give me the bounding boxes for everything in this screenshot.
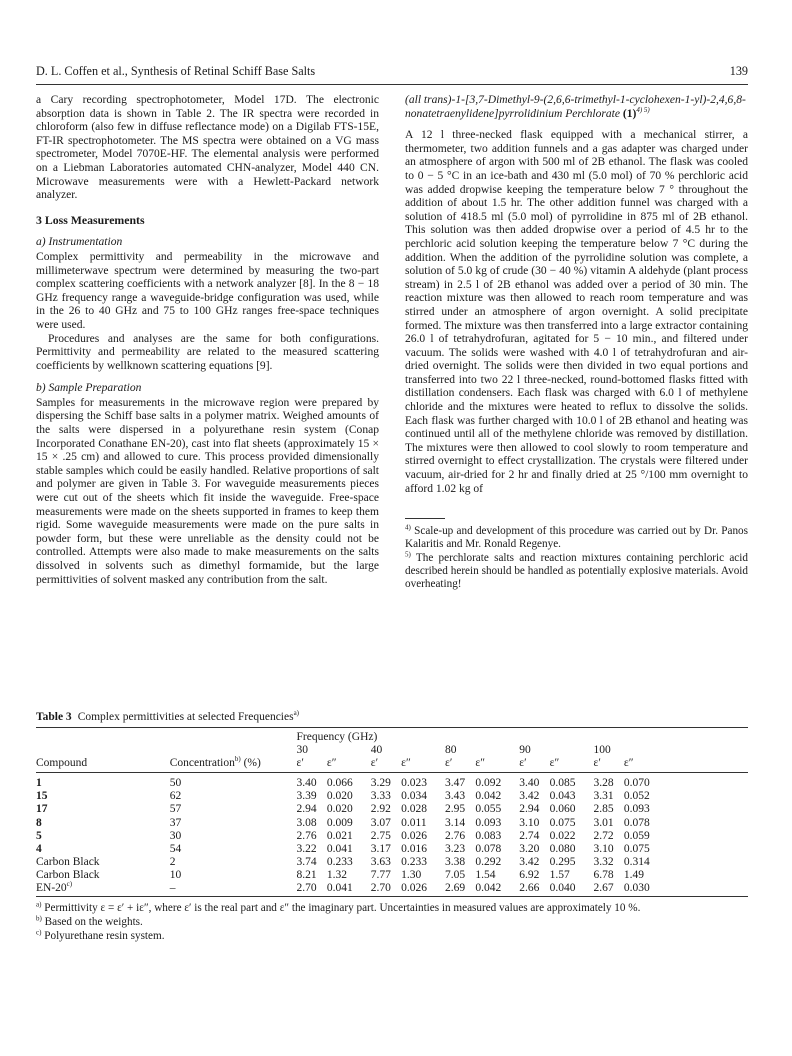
paragraph: a Cary recording spectrophotometer, Model 17D. The electronic absorption data is shown in Table 2. The IR spectra were recorded in chloroform (also few in diffuse reflectance mode) on a Digilab FTS-15E, FT-IR spectrophotometer. The MS spectra were obtained on a VG mass spectrometer, Model 7070E-HF. The elemental analysis were performed on a Liebman Laboratories automated CHN-analyzer, Model 440 CN. Microwave measurements were with a Hewlett-Packard network analyzer.	[36, 94, 379, 202]
cell-eps-imag: 1.54	[475, 868, 496, 881]
cell-eps-real: 6.92	[519, 868, 540, 881]
cell-eps-real: 2.69	[445, 882, 475, 897]
cell-eps-real: 3.32	[593, 855, 614, 868]
cell-eps-real: 2.76	[296, 829, 317, 842]
cell-eps-real: 3.33	[370, 790, 391, 803]
cell-eps-imag: 0.075	[549, 816, 576, 829]
cell-eps-real: 3.43	[445, 790, 466, 803]
cell-compound: 8	[36, 816, 42, 829]
frequency-value: 40	[370, 744, 383, 757]
permittivity-table	[36, 727, 748, 897]
cell-eps-real: 3.10	[519, 816, 540, 829]
subsection-heading: a) Instrumentation	[36, 236, 123, 249]
footnote-mark: 5)	[405, 549, 411, 558]
compound-number: (1)	[622, 107, 637, 120]
cell-eps-real: 3.42	[519, 855, 540, 868]
column-header-eps-real: ε′	[445, 757, 475, 773]
paragraph: Samples for measurements in the microwave region were prepared by dispersing the Schiff base salts in a polymer matrix. Weighed amounts of the salts were dispersed in a polyurethane resin system (Conap Incorporated Conathane EN-20), cast into flat sheets (approximately 15 × 15 × .25 cm) and allowed to cure. This process provided dimensionally stable samples which could be easily handled. Relative proportions of salt and polymer are given in Table 3. For waveguide measurements pieces were cut out of the sheets which fit inside the waveguide. Free-space measurements were made on the sheets supported in frames to keep them rigid. Some waveguide measurements were made on the pure salts in powder form, but these were unreliable as the density could not be controlled. Attempts were also made to make measurements on the salts dissolved in solvents such as dimethyl formamide, but the large permittivities of solvent masked any contribution from the salt.	[36, 396, 379, 586]
column-header-eps-real: ε′	[519, 757, 549, 773]
compound-title	[405, 94, 748, 121]
table-header-row	[36, 728, 748, 745]
cell-eps-real: 3.17	[370, 842, 391, 855]
cell-eps-imag: 0.020	[326, 790, 353, 803]
cell-eps-imag: 0.055	[475, 803, 502, 816]
cell-eps-imag: 0.093	[623, 803, 650, 816]
table-row	[36, 803, 748, 816]
table-row	[36, 882, 748, 897]
cell-eps-imag: 1.49	[623, 868, 644, 881]
footnote-5	[405, 549, 748, 592]
cell-compound: 15	[36, 790, 48, 803]
column-header-eps-real: ε′	[297, 757, 327, 773]
cell-eps-real: 2.85	[593, 803, 614, 816]
column-header-eps-real: ε′	[371, 757, 401, 773]
cell-eps-real: 8.21	[296, 868, 317, 881]
table-row	[36, 817, 748, 830]
footnote-text: Scale-up and development of this procedure was carried out by Dr. Panos Kalaritis and Mr. Ronald Regenye.	[405, 525, 749, 551]
cell-concentration: –	[170, 882, 297, 897]
paragraph: Procedures and analyses are the same for both configurations. Permittivity and permeability are related to the measured scattering coefficients by wellknown scattering equations [9].	[36, 332, 379, 372]
cell-eps-real: 7.77	[370, 868, 391, 881]
cell-eps-imag: 0.093	[475, 816, 502, 829]
cell-eps-real: 3.42	[519, 790, 540, 803]
cell-eps-imag: 0.314	[623, 855, 650, 868]
cell-eps-real: 2.66	[519, 882, 549, 897]
cell-eps-imag: 0.022	[549, 829, 576, 842]
cell-eps-real: 3.22	[296, 842, 317, 855]
table-row	[36, 790, 748, 803]
cell-eps-real: 3.08	[296, 816, 317, 829]
cell-eps-real: 3.38	[445, 855, 466, 868]
cell-eps-imag: 0.233	[326, 855, 353, 868]
cell-eps-real: 2.95	[445, 803, 466, 816]
cell-eps-imag: 0.083	[475, 829, 502, 842]
compound-refs: 4) 5)	[636, 105, 650, 114]
frequency-value: 30	[296, 744, 309, 757]
cell-eps-imag: 0.042	[475, 790, 502, 803]
cell-eps-real: 3.40	[519, 777, 540, 790]
cell-eps-imag: 0.066	[326, 777, 353, 790]
right-column	[405, 94, 748, 591]
cell-compound: Carbon Black	[36, 868, 100, 881]
cell-eps-real: 7.05	[445, 868, 466, 881]
cell-eps-real: 3.10	[593, 842, 614, 855]
cell-eps-imag: 1.57	[549, 868, 570, 881]
cell-eps-imag: 0.023	[401, 777, 427, 790]
column-header-eps-imag: ε″	[475, 757, 519, 773]
cell-eps-imag: 0.292	[475, 855, 502, 868]
cell-eps-imag: 0.028	[401, 803, 427, 816]
column-header-eps-imag: ε″	[401, 757, 445, 773]
cell-eps-imag: 0.059	[623, 829, 650, 842]
table-note: $^{c)}$ Polyurethane resin system.	[36, 927, 165, 942]
cell-eps-imag: 1.30	[401, 868, 422, 881]
cell-eps-real: 3.74	[296, 855, 317, 868]
paragraph: Complex permittivity and permeability in the microwave and millimeterwave spectrum were determined by measuring the two-part complex scattering coefficients with a network analyzer [8]. In the 8 − 18 GHz frequency range a waveguide-bridge configuration was used, while in the 26 to 40 GHz and 75 to 100 GHz ranges free-space techniques were used.	[36, 250, 379, 331]
cell-eps-real: 2.70	[297, 882, 327, 897]
cell-eps-imag: 0.052	[623, 790, 650, 803]
cell-concentration: 2	[169, 855, 176, 868]
cell-concentration: 37	[169, 816, 182, 829]
frequency-value: 80	[445, 744, 457, 757]
cell-eps-real: 2.72	[593, 829, 614, 842]
cell-concentration: 50	[169, 777, 182, 790]
cell-eps-imag: 0.011	[401, 816, 427, 829]
cell-eps-real: 2.94	[519, 803, 540, 816]
cell-eps-real: 3.31	[593, 790, 614, 803]
footnote-text: The perchlorate salts and reaction mixtures containing perchloric acid described herein should be handled as potentially explosive materials. Avoid overheating!	[405, 551, 748, 591]
column-header-eps-imag: ε″	[327, 757, 371, 773]
cell-eps-imag: 0.078	[623, 816, 650, 829]
cell-eps-imag: 0.041	[326, 842, 353, 855]
cell-concentration: 30	[169, 829, 182, 842]
cell-eps-real: 3.07	[370, 816, 391, 829]
cell-eps-real: 2.74	[519, 829, 540, 842]
table-note: $^{b)}$ Based on the weights.	[36, 914, 143, 928]
cell-compound: 1	[36, 777, 42, 790]
table-note: $^{a)}$ Permittivity ε = ε′ + iε″, where ε′ is the real part and ε″ the imaginary part. Uncertainties in measured values are approximately 10 %.	[36, 900, 641, 914]
subsection-heading: b) Sample Preparation	[36, 382, 142, 395]
cell-eps-imag: 1.32	[326, 868, 347, 881]
cell-eps-imag: 0.009	[326, 816, 353, 829]
cell-eps-imag: 0.021	[326, 829, 353, 842]
frequency-value: 90	[519, 744, 531, 757]
cell-concentration: 57	[169, 803, 182, 816]
cell-compound: 17	[36, 803, 48, 816]
cell-eps-real: 3.14	[445, 816, 466, 829]
cell-concentration: 62	[169, 790, 182, 803]
column-header-compound: Compound	[36, 757, 170, 773]
section-heading: 3 Loss Measurements	[36, 212, 145, 227]
table-header-row	[36, 757, 748, 773]
compound-title-text: (all trans)-1-[3,7-Dimethyl-9-(2,6,6-trimethyl-1-cyclohexen-1-yl)-2,4,6,8-nonatetraenylidene]pyrrolidinium Perchlorate	[405, 94, 746, 120]
page-number: 139	[729, 64, 748, 78]
cell-eps-real: 3.63	[370, 855, 391, 868]
cell-eps-real: 3.23	[445, 842, 466, 855]
cell-eps-imag: 0.020	[326, 803, 353, 816]
cell-eps-imag: 0.043	[549, 790, 576, 803]
table-row	[36, 773, 748, 791]
cell-eps-imag: 0.233	[401, 855, 427, 868]
cell-eps-real: 3.39	[296, 790, 317, 803]
table-header-row	[36, 744, 748, 757]
table-body	[36, 773, 748, 897]
cell-eps-imag: 0.016	[401, 842, 427, 855]
cell-eps-real: 2.92	[370, 803, 391, 816]
cell-concentration: 10	[169, 868, 182, 881]
cell-eps-imag: 0.078	[475, 842, 502, 855]
paragraph: A 12 l three-necked flask equipped with a mechanical stirrer, a thermometer, two addition funnels and a gas adapter was charged under an atmosphere of argon with 500 ml of 2B ethanol. The flask was cooled to 0 − 5 °C in an ice-bath and 430 ml (5.0 mol) of 70 % perchloric acid was added dropwise keeping the temperature below 7 ° throughout the addition of about 1.5 hr. The other addition funnel was charged with a solution of 418.5 ml (5.0 mol) of pyrrolidine in 875 ml of 2B ethanol. This solution was then added dropwise over a period of 4.5 hr to the perchloric acid solution keeping the temperature below 7 °C during the addition. When the addition of the pyrrolidine solution was complete, a solution of 5.0 kg of crude (30 − 40 %) vitamin A aldehyde (plant process stream) in 2.5 l of 2B ethanol was added over a period of 30 min. The reaction mixture was then allowed to reach room temperature and was stirred under an atmosphere of argon overnight. A solid precipitate formed. The mixture was then transferred into a large extractor containing 26.0 l of tetrahydrofuran, agitated for 5 − 10 min., and filtered under vacuum. The solids were washed with 4.0 l of tetrahydrofuran and air-dried overnight. The solids were then divided in two equal portions and transferred into two 22 l three-necked, round-bottomed flasks fitted with distillation condensers. Each flask was charged with 6.0 l of methylene chloride and the mixtures were heated to reflux to dissolve the solids. Each flask was further charged with 10.0 l of 2B ethanol and heating was continued until all of the methylene chloride was removed by distillation. The mixtures were then allowed to cool slowly to room temperature and stirred overnight to effect crystallization. The crystals were filtered under vacuum, air-dried for 2 hr and finally dried at 25 °/100 mm overnight to afford 1.02 kg of	[405, 129, 748, 495]
footnote-rule	[405, 518, 445, 519]
cell-eps-imag: 0.042	[475, 882, 519, 897]
cell-eps-real: 3.01	[593, 816, 614, 829]
column-header-eps-imag: ε″	[550, 757, 594, 773]
table-row	[36, 856, 748, 869]
left-column	[36, 94, 379, 587]
cell-eps-imag: 0.295	[549, 855, 576, 868]
frequency-value: 100	[593, 744, 611, 757]
table-notes	[36, 902, 748, 943]
cell-eps-real: 3.40	[296, 777, 317, 790]
cell-eps-imag: 0.030	[624, 882, 748, 897]
cell-eps-real: 6.78	[593, 868, 614, 881]
table-row	[36, 843, 748, 856]
footnote-mark: 4)	[405, 523, 411, 532]
running-title: D. L. Coffen et al., Synthesis of Retinal Schiff Base Salts	[36, 64, 316, 78]
cell-compound: 5	[36, 829, 42, 842]
cell-concentration: 54	[169, 842, 182, 855]
cell-eps-real: 2.94	[296, 803, 317, 816]
frequency-header: Frequency (GHz)	[296, 731, 378, 743]
cell-eps-real: 2.67	[594, 882, 624, 897]
table-caption	[36, 711, 299, 723]
cell-eps-imag: 0.034	[401, 790, 427, 803]
cell-eps-imag: 0.080	[549, 842, 576, 855]
footnote-4	[405, 525, 748, 551]
cell-eps-imag: 0.060	[549, 803, 576, 816]
column-header-concentration: Concentration$^{b)}$ (%)	[170, 757, 297, 773]
cell-eps-imag: 0.041	[327, 882, 371, 897]
column-header-eps-real: ε′	[594, 757, 624, 773]
table-label: Table 3	[36, 711, 72, 723]
cell-eps-imag: 0.026	[401, 829, 427, 842]
cell-eps-imag: 0.040	[550, 882, 594, 897]
cell-eps-real: 3.20	[519, 842, 540, 855]
table-row	[36, 869, 748, 882]
cell-eps-real: 2.70	[371, 882, 401, 897]
cell-eps-real: 3.28	[593, 777, 614, 790]
cell-compound: EN-20$^{c)}$	[36, 882, 170, 897]
cell-eps-imag: 0.070	[623, 777, 650, 790]
table-caption-text: Complex permittivities at selected Frequencies	[77, 711, 294, 723]
cell-eps-real: 2.76	[445, 829, 466, 842]
cell-eps-imag: 0.092	[475, 777, 502, 790]
cell-compound: Carbon Black	[36, 855, 100, 868]
cell-eps-imag: 0.026	[401, 882, 445, 897]
cell-compound: 4	[36, 842, 42, 855]
cell-eps-real: 3.47	[445, 777, 466, 790]
column-header-eps-imag: ε″	[624, 757, 748, 773]
cell-eps-imag: 0.075	[623, 842, 650, 855]
table-caption-mark: a)	[293, 709, 300, 718]
cell-eps-real: 2.75	[370, 829, 391, 842]
table-row	[36, 830, 748, 843]
cell-eps-imag: 0.085	[549, 777, 576, 790]
cell-eps-real: 3.29	[370, 777, 391, 790]
running-header	[36, 62, 748, 85]
